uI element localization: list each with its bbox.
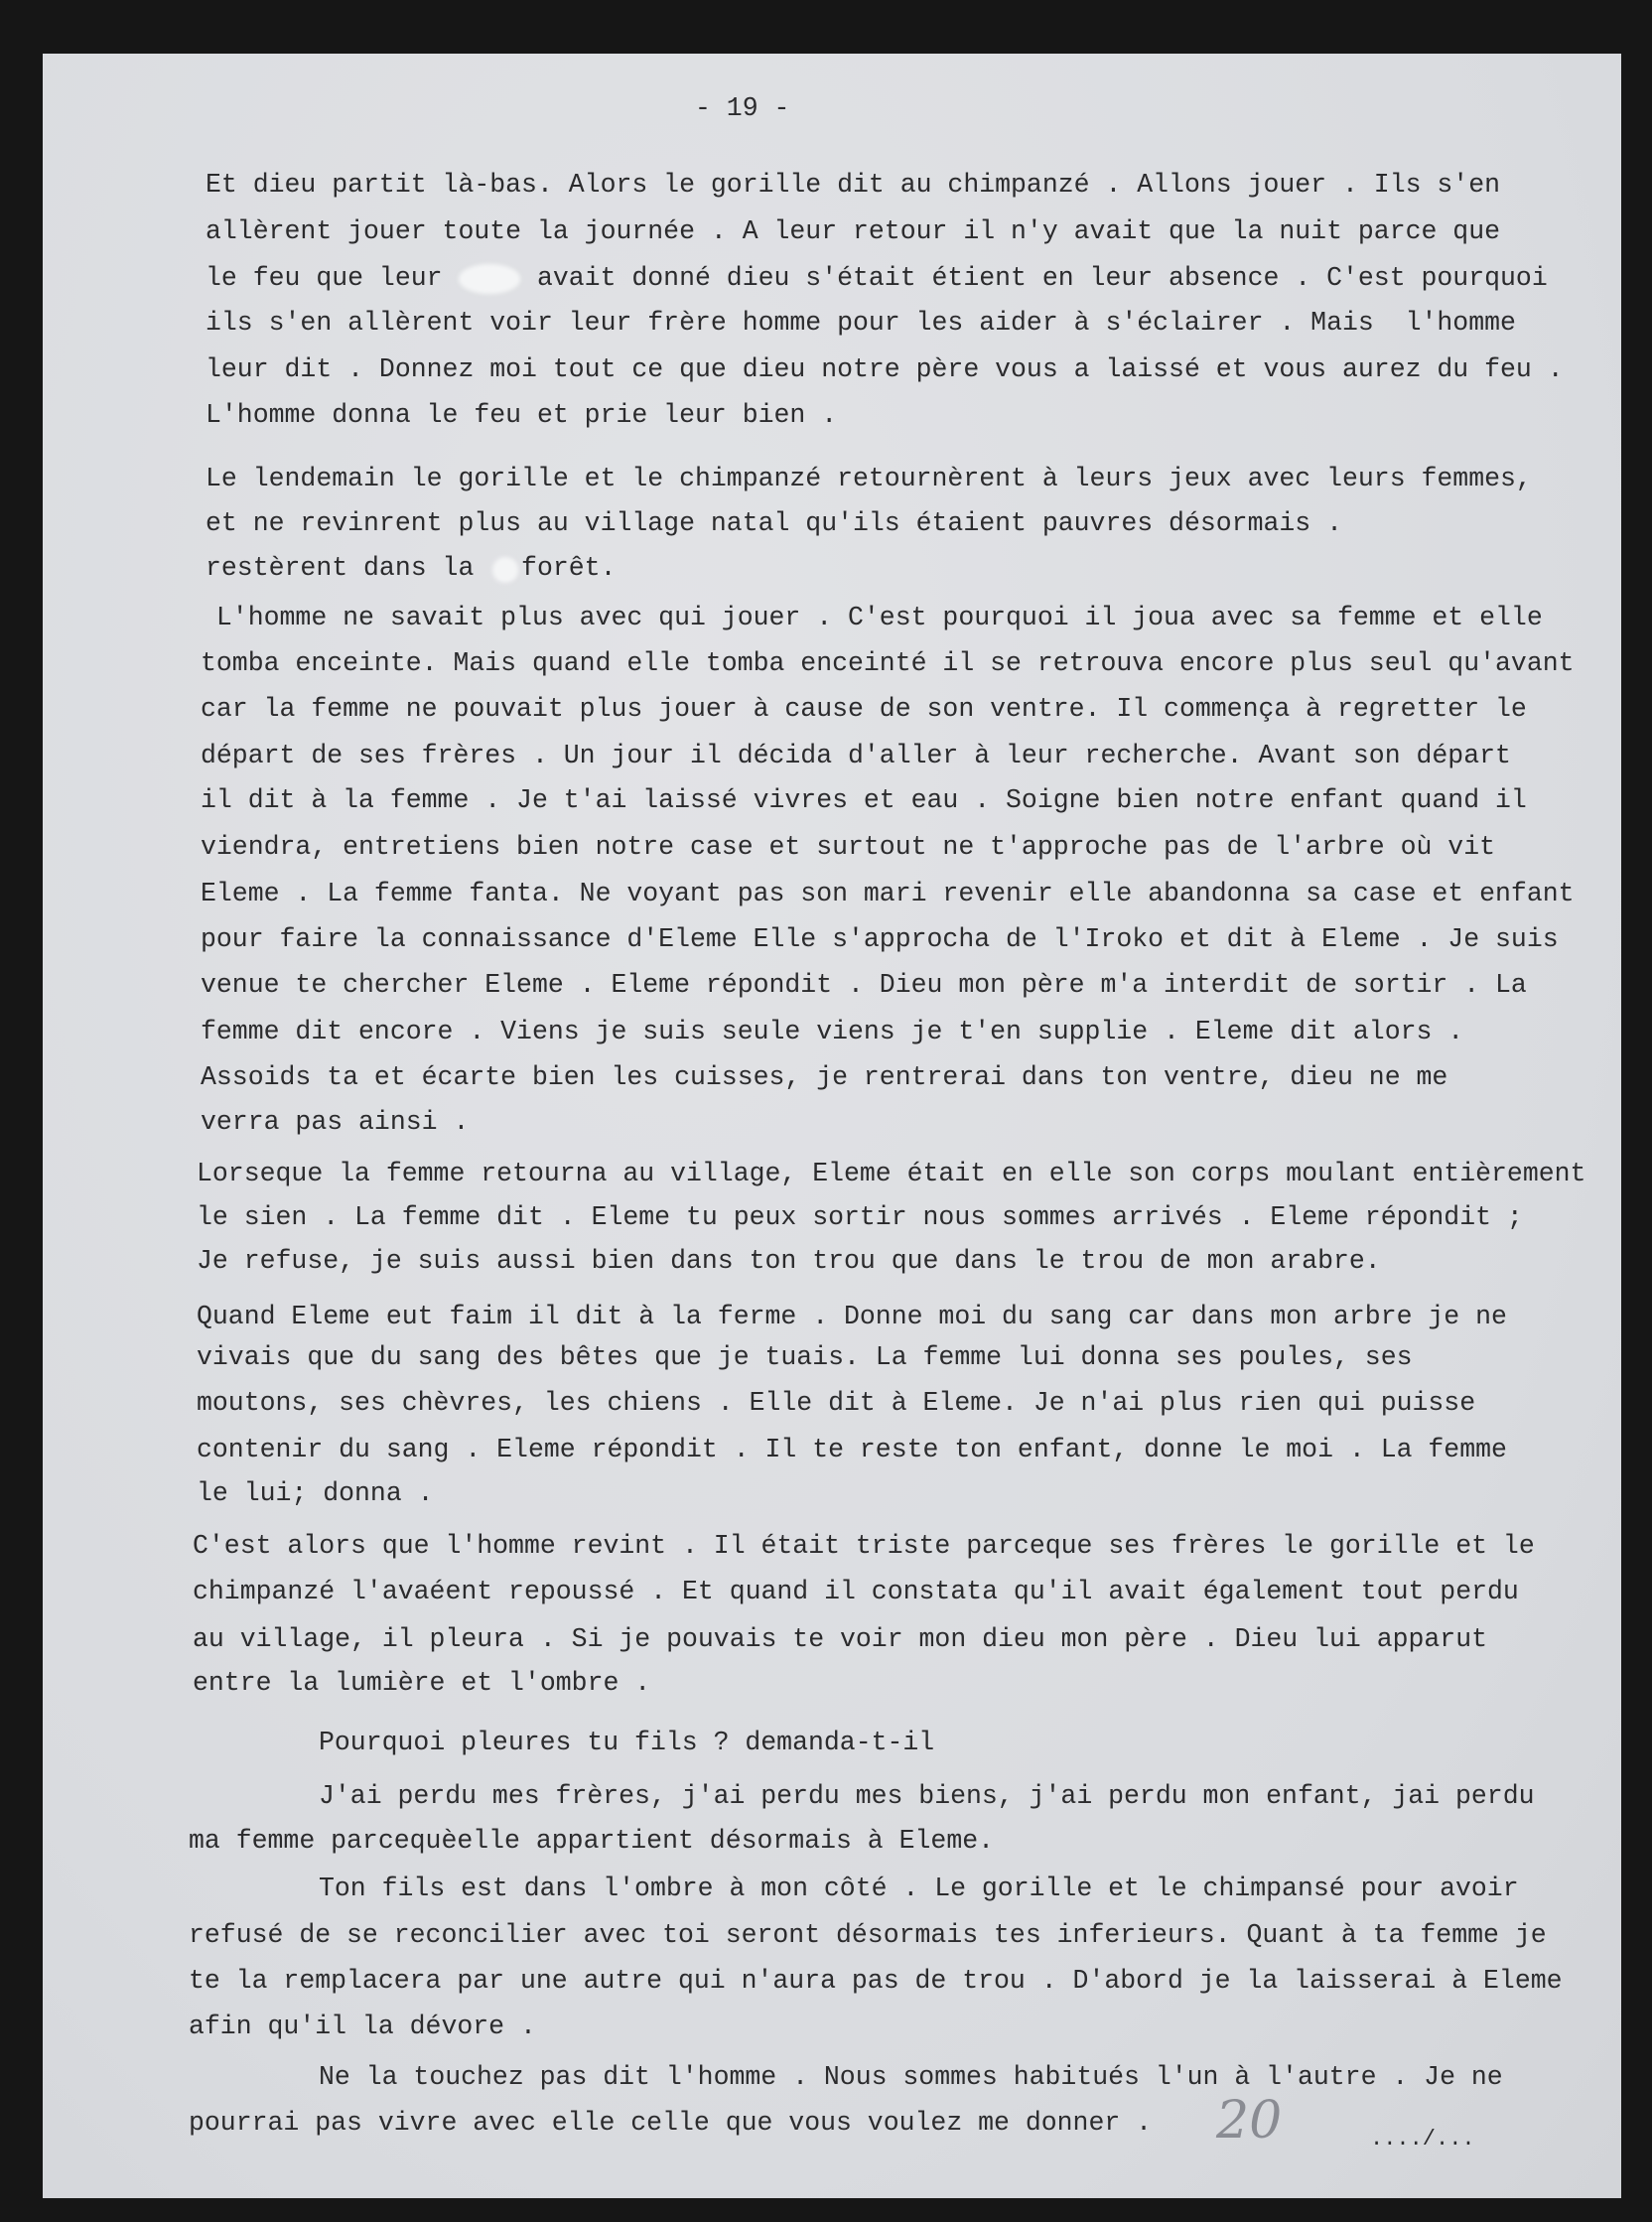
text-line: vivais que du sang des bêtes que je tuais. La femme lui donna ses poules, ses — [197, 1342, 1413, 1372]
text-line: venue te chercher Eleme . Eleme répondit . Dieu mon père m'a interdit de sortir . La — [201, 970, 1527, 1000]
text-line: Pourquoi pleures tu fils ? demanda-t-il — [319, 1728, 935, 1757]
text-line: C'est alors que l'homme revint . Il était triste parceque ses frères le gorille et le — [193, 1531, 1535, 1561]
text-line: Je refuse, je suis aussi bien dans ton trou que dans le trou de mon arabre. — [197, 1246, 1381, 1276]
text-line: afin qu'il la dévore . — [189, 2012, 536, 2041]
continuation-mark: ..../... — [1370, 2127, 1475, 2152]
text-line: le sien . La femme dit . Eleme tu peux sortir nous sommes arrivés . Eleme répondit ; — [197, 1202, 1523, 1232]
text-line: ma femme parcequèelle appartient désormais à Eleme. — [189, 1826, 995, 1856]
text-line: Lorseque la femme retourna au village, Eleme était en elle son corps moulant entièrement — [197, 1159, 1586, 1188]
text-line: pourrai pas vivre avec elle celle que vous voulez me donner . — [189, 2108, 1153, 2138]
text-line: L'homme donna le feu et prie leur bien . — [206, 400, 838, 430]
text-line: car la femme ne pouvait plus jouer à cause de son ventre. Il commença à regretter le — [201, 694, 1527, 724]
text-line: départ de ses frères . Un jour il décida d'aller à leur recherche. Avant son départ — [201, 741, 1511, 770]
text-line: te la remplacera par une autre qui n'aura pas de trou . D'abord je la laisserai à Eleme — [189, 1966, 1563, 1996]
text-line: verra pas ainsi . — [201, 1107, 470, 1137]
text-line: leur dit . Donnez moi tout ce que dieu notre père vous a laissé et vous aurez du feu . — [206, 354, 1564, 384]
text-line: L'homme ne savait plus avec qui jouer . C'est pourquoi il joua avec sa femme et elle — [201, 603, 1543, 632]
text-line: refusé de se reconcilier avec toi seront désormais tes inferieurs. Quant à ta femme je — [189, 1920, 1547, 1950]
text-line: et ne revinrent plus au village natal qu'ils étaient pauvres désormais . — [206, 508, 1342, 538]
text-line: Ne la touchez pas dit l'homme . Nous sommes habitués l'un à l'autre . Je ne — [319, 2062, 1503, 2092]
text-line: restèrent dans la forêt. — [206, 553, 617, 583]
text-line: viendra, entretiens bien notre case et surtout ne t'approche pas de l'arbre où vit — [201, 832, 1496, 862]
text-line: femme dit encore . Viens je suis seule viens je t'en supplie . Eleme dit alors . — [201, 1017, 1464, 1046]
text-line: pour faire la connaissance d'Eleme Elle s'approcha de l'Iroko et dit à Eleme . Je suis — [201, 924, 1559, 954]
text-line: moutons, ses chèvres, les chiens . Elle dit à Eleme. Je n'ai plus rien qui puisse — [197, 1388, 1476, 1418]
text-line: Ton fils est dans l'ombre à mon côté . Le gorille et le chimpansé pour avoir — [319, 1874, 1519, 1903]
text-line: chimpanzé l'avaéent repoussé . Et quand il constata qu'il avait également tout perdu — [193, 1577, 1519, 1606]
text-line: le feu que leur avait donné dieu s'était étient en leur absence . C'est pourquoi — [206, 263, 1548, 293]
text-line: le lui; donna . — [197, 1478, 434, 1508]
text-line: J'ai perdu mes frères, j'ai perdu mes biens, j'ai perdu mon enfant, jai perdu — [319, 1781, 1535, 1811]
text-line: allèrent jouer toute la journée . A leur retour il n'y avait que la nuit parce que — [206, 216, 1501, 246]
text-line: Eleme . La femme fanta. Ne voyant pas son mari revenir elle abandonna sa case et enfant — [201, 879, 1575, 908]
text-line: tomba enceinte. Mais quand elle tomba enceinté il se retrouva encore plus seul qu'avant — [201, 648, 1575, 678]
text-line: contenir du sang . Eleme répondit . Il te reste ton enfant, donne le moi . La femme — [197, 1435, 1507, 1464]
page-number: - 19 - — [695, 93, 790, 123]
text-line: Et dieu partit là-bas. Alors le gorille dit au chimpanzé . Allons jouer . Ils s'en — [206, 170, 1501, 200]
text-line: Assoids ta et écarte bien les cuisses, je rentrerai dans ton ventre, dieu ne me — [201, 1062, 1448, 1092]
handwritten-page-number: 20 — [1216, 2091, 1283, 2151]
text-line: au village, il pleura . Si je pouvais te voir mon dieu mon père . Dieu lui apparut — [193, 1624, 1488, 1654]
text-line: il dit à la femme . Je t'ai laissé vivres et eau . Soigne bien notre enfant quand il — [201, 785, 1527, 815]
text-line: ils s'en allèrent voir leur frère homme pour les aider à s'éclairer . Mais l'homme — [206, 308, 1516, 338]
text-line: Le lendemain le gorille et le chimpanzé retournèrent à leurs jeux avec leurs femmes, — [206, 464, 1532, 493]
text-line: Quand Eleme eut faim il dit à la ferme . Donne moi du sang car dans mon arbre je ne — [197, 1302, 1507, 1331]
text-line: entre la lumière et l'ombre . — [193, 1668, 651, 1698]
